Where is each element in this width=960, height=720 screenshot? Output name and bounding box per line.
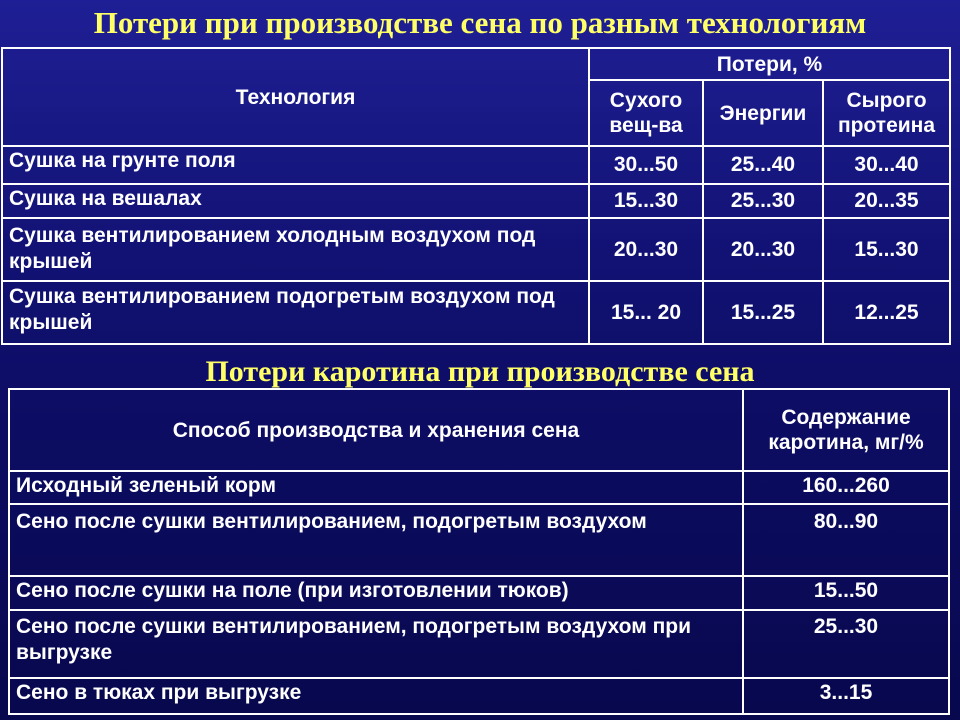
table-row (2, 184, 950, 218)
cell-protein: 20...35 (823, 184, 950, 218)
row-technology: Сушка на вешалах (2, 184, 589, 218)
cell-energy: 25...40 (703, 146, 823, 184)
header-energy: Энергии (703, 80, 823, 146)
cell-energy: 20...30 (703, 218, 823, 281)
table-row (2, 281, 950, 344)
cell-dry-matter: 30...50 (589, 146, 703, 184)
cell-carotene: 80...90 (743, 504, 949, 576)
slide-title-carotene-losses: Потери каротина при производстве сена (205, 355, 755, 388)
row-technology: Сушка вентилированием холодным воздухом под крышей (2, 218, 589, 281)
row-method: Сено после сушки на поле (при изготовлении тюков) (9, 576, 743, 610)
carotene-losses-table (8, 388, 950, 715)
cell-dry-matter: 15...30 (589, 184, 703, 218)
table-row (2, 146, 950, 184)
table-row (2, 218, 950, 281)
cell-protein: 30...40 (823, 146, 950, 184)
cell-carotene: 15...50 (743, 576, 949, 610)
cell-energy: 25...30 (703, 184, 823, 218)
header-losses: Потери, % (589, 48, 950, 80)
table-row (9, 471, 949, 504)
table-row (9, 504, 949, 576)
hay-losses-table (1, 47, 951, 345)
row-method: Сено после сушки вентилированием, подогретым воздухом (9, 504, 743, 576)
header-method: Способ производства и хранения сена (9, 389, 743, 471)
cell-energy: 15...25 (703, 281, 823, 344)
row-technology: Сушка на грунте поля (2, 146, 589, 184)
cell-carotene: 160...260 (743, 471, 949, 504)
cell-protein: 15...30 (823, 218, 950, 281)
header-technology: Технология (2, 48, 589, 146)
header-crude-protein: Сырого протеина (823, 80, 950, 146)
cell-protein: 12...25 (823, 281, 950, 344)
row-method: Сено после сушки вентилированием, подогретым воздухом при выгрузке (9, 610, 743, 678)
table-row (9, 576, 949, 610)
header-dry-matter: Сухого вещ-ва (589, 80, 703, 146)
row-technology: Сушка вентилированием подогретым воздухом под крышей (2, 281, 589, 344)
cell-dry-matter: 15... 20 (589, 281, 703, 344)
cell-carotene: 25...30 (743, 610, 949, 678)
table-row (9, 610, 949, 678)
row-method: Сено в тюках при выгрузке (9, 678, 743, 714)
cell-carotene: 3...15 (743, 678, 949, 714)
row-method: Исходный зеленый корм (9, 471, 743, 504)
header-carotene-content: Содержание каротина, мг/% (743, 389, 949, 471)
slide-title-hay-losses: Потери при производстве сена по разным технологиям (93, 5, 867, 40)
table-row (9, 678, 949, 714)
cell-dry-matter: 20...30 (589, 218, 703, 281)
